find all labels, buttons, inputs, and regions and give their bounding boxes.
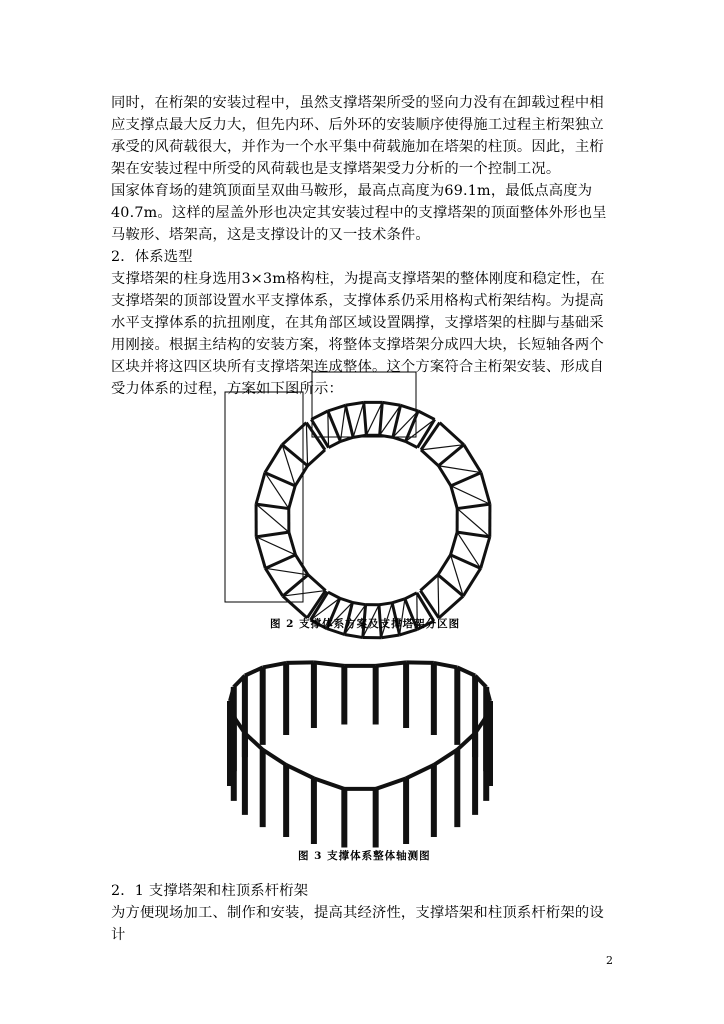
truss-inner-chord [308, 575, 326, 591]
truss-inner-chord [295, 466, 307, 486]
truss-inner-chord [352, 602, 365, 604]
truss-inner-chord [421, 450, 438, 466]
truss-inner-chord [438, 466, 450, 486]
figure-3-axonometric [205, 630, 515, 860]
truss-inner-chord [451, 486, 457, 509]
truss-radial-member [345, 405, 353, 437]
truss-outer-chord [440, 423, 464, 445]
truss-outer-chord [265, 445, 282, 473]
truss-inner-chord [392, 599, 405, 603]
truss-outer-chord [256, 473, 265, 505]
truss-diagonal [265, 568, 308, 574]
truss-outer-chord [464, 445, 481, 473]
truss-diagonal [438, 575, 439, 618]
figure-3-caption: 图 3 支撑体系整体轴测图 [298, 850, 431, 862]
truss-inner-chord [295, 555, 308, 575]
truss-outer-chord [418, 411, 435, 419]
truss-inner-chord [380, 435, 393, 437]
truss-inner-chord [451, 532, 458, 555]
truss-inner-chord [438, 555, 451, 575]
truss-inner-chord [329, 441, 341, 447]
truss-inner-chord [420, 575, 438, 591]
truss-radial-member [265, 555, 295, 569]
truss-outer-chord [265, 568, 282, 596]
truss-inner-chord [308, 450, 325, 466]
truss-radial-member [451, 473, 481, 486]
truss-outer-chord [382, 402, 400, 405]
truss-inner-chord [340, 437, 353, 441]
truss-outer-chord [463, 568, 480, 596]
figure-2-zone-plan [223, 370, 498, 645]
truss-inner-chord [406, 441, 418, 447]
tower-top-truss [434, 663, 457, 667]
tower-top-truss [434, 750, 457, 765]
truss-inner-chord [379, 603, 392, 605]
section-heading-system-selection: 2．体系选型 [111, 249, 193, 265]
truss-inner-chord [289, 532, 296, 555]
truss-inner-chord [405, 593, 417, 599]
paragraph-roof-shape: 国家体育场的建筑顶面呈双曲马鞍形，最高点高度为69.1m，最低点高度为40.7m。这样的屋盖外形也决定其安装过程中的支撑塔架的顶面整体外形也呈马鞍形、塔架高，这是支撑设计的又一技术条件。 [111, 183, 607, 243]
tower-top-truss [406, 662, 434, 663]
tower-top-truss [286, 765, 314, 778]
page-number: 2 [606, 954, 613, 967]
truss-diagonal [306, 423, 307, 466]
tower-top-truss [286, 662, 314, 663]
truss-diagonal [328, 411, 329, 448]
truss-outer-chord [345, 402, 363, 405]
figure-2-caption: 图 2 支撑体系方案及支撑塔架分区图 [270, 618, 461, 630]
truss-inner-chord [328, 592, 340, 598]
truss-radial-member [364, 402, 367, 435]
truss-outer-chord [256, 537, 265, 568]
truss-inner-chord [353, 435, 366, 437]
truss-inner-chord [340, 598, 353, 602]
truss-radial-member [307, 591, 325, 618]
tower-top-truss [376, 778, 406, 789]
tower-top-truss [314, 778, 344, 789]
body-text-bottom [111, 880, 616, 946]
truss-outer-chord [481, 473, 490, 505]
zone-truss-drawing [256, 402, 490, 637]
truss-outer-chord [311, 411, 328, 419]
truss-inner-chord [393, 437, 406, 441]
paragraph-wind-load: 同时，在桁架的安装过程中，虽然支撑塔架所受的竖向力没有在卸载过程中相应支撑点最大反力大，但先内环、后外环的安装顺序使得施工过程主桁架独立承受的风荷载很大，并作为一个水平集中荷载施加在塔架的柱顶。因此，主桁架在安装过程中所受的风荷载也是支撑塔架受力分析的一个控制工况。 [111, 95, 604, 177]
paragraph-system-description: 支撑塔架的柱身选用3×3m格构柱，为提高支撑塔架的整体刚度和稳定性，在支撑塔架的顶部设置水平支撑体系，支撑体系仍采用格构式桁架结构。为提高水平支撑体系的抗扭刚度，在其角部区域设置隅撑，支撑塔架的柱脚与基础采用刚接。根据主结构的安装方案，将整体支撑塔架分成四大块，长短轴各两个区块并将这四区块所有支撑塔架连成整体。这个方案符合主桁架安装、形成自受力体系的过程，方案如下图所示： [111, 271, 605, 397]
tower-top-truss [376, 662, 406, 665]
section-heading-towers-and-trusses: 2．1 支撑塔架和柱顶系杆桁架 [111, 883, 309, 899]
truss-radial-member [457, 504, 490, 508]
body-text-top [111, 92, 616, 400]
truss-outer-chord [481, 537, 490, 568]
truss-inner-chord [289, 486, 295, 509]
tower-top-truss [314, 662, 344, 665]
truss-diagonal [340, 405, 345, 441]
truss-radial-member [256, 532, 289, 537]
support-tower-ring-drawing [230, 662, 490, 847]
truss-diagonal [353, 402, 364, 437]
truss-outer-chord [439, 596, 463, 618]
tower-top-truss [263, 663, 286, 667]
truss-outer-chord [283, 596, 307, 618]
truss-diagonal [438, 466, 481, 473]
paragraph-design-intro: 为方便现场加工、制作和安装，提高其经济性，支撑塔架和柱顶系杆桁架的设计 [111, 905, 604, 943]
truss-outer-chord [328, 405, 346, 411]
tower-top-truss [263, 750, 286, 765]
tower-top-truss [406, 765, 434, 778]
